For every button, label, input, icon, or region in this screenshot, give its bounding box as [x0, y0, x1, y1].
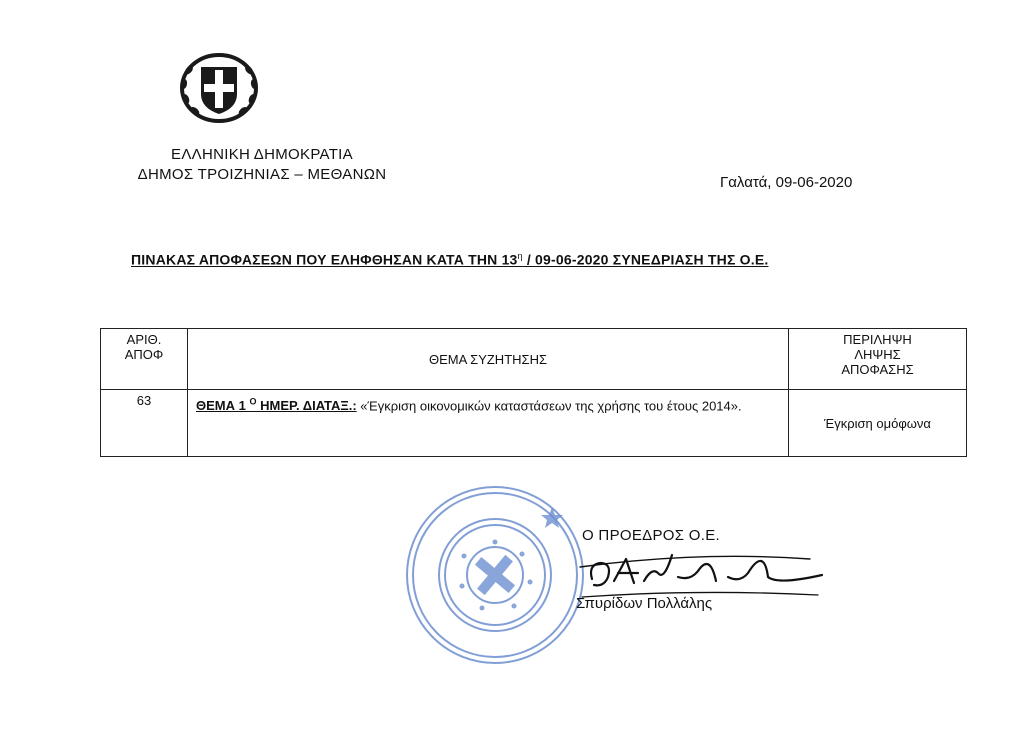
decision-summary: Έγκριση ομόφωνα [789, 390, 967, 457]
header-summary-line2: ΛΗΨΗΣ [854, 347, 901, 362]
header-republic: ΕΛΛΗΝΙΚΗ ΔΗΜΟΚΡΑΤΙΑ [171, 146, 353, 163]
decisions-table [100, 328, 967, 457]
municipal-seal-icon [402, 482, 588, 668]
table-row [101, 390, 967, 457]
title-text-end: / 09-06-2020 ΣΥΝΕΔΡΙΑΣΗ ΤΗΣ Ο.Ε. [522, 251, 769, 268]
title-text-start: ΠΙΝΑΚΑΣ ΑΠΟΦΑΣΕΩΝ ΠΟΥ ΕΛΗΦΘΗΣΑΝ ΚΑΤΑ ΤΗΝ 13 [131, 251, 518, 268]
header-summary-line1: ΠΕΡΙΛΗΨΗ [843, 332, 912, 347]
president-name: Σπυρίδων Πολλάλης [576, 595, 713, 612]
title-superscript: η [517, 251, 523, 261]
header-subject: ΘΕΜΑ ΣΥΖΗΤΗΣΗΣ [188, 329, 789, 390]
header-number [101, 329, 188, 390]
greek-coat-of-arms-icon [175, 50, 263, 126]
document-title [131, 251, 769, 268]
header-municipality: ΔΗΜΟΣ ΤΡΟΙΖΗΝΙΑΣ – ΜΕΘΑΝΩΝ [137, 166, 387, 183]
place-date: Γαλατά, 09-06-2020 [720, 174, 853, 191]
header-summary [789, 329, 967, 390]
decision-subject [188, 390, 789, 457]
agenda-item-label [196, 398, 357, 413]
agenda-label-end: ΗΜΕΡ. ΔΙΑΤΑΞ.: [256, 398, 357, 414]
agenda-label-start: ΘΕΜΑ 1 [196, 398, 250, 414]
header-summary-line3: ΑΠΟΦΑΣΗΣ [841, 362, 914, 377]
agenda-label-superscript: Ο [249, 397, 257, 407]
table-header-row [101, 329, 967, 390]
subject-text: «Έγκριση οικονομικών καταστάσεων της χρήσης του έτους 2014». [356, 398, 742, 414]
header-number-line1: ΑΡΙΘ. [126, 332, 162, 347]
decision-number: 63 [101, 390, 188, 457]
president-title: Ο ΠΡΟΕΔΡΟΣ Ο.Ε. [582, 527, 720, 544]
header-number-line2: ΑΠΟΦ [124, 347, 164, 362]
